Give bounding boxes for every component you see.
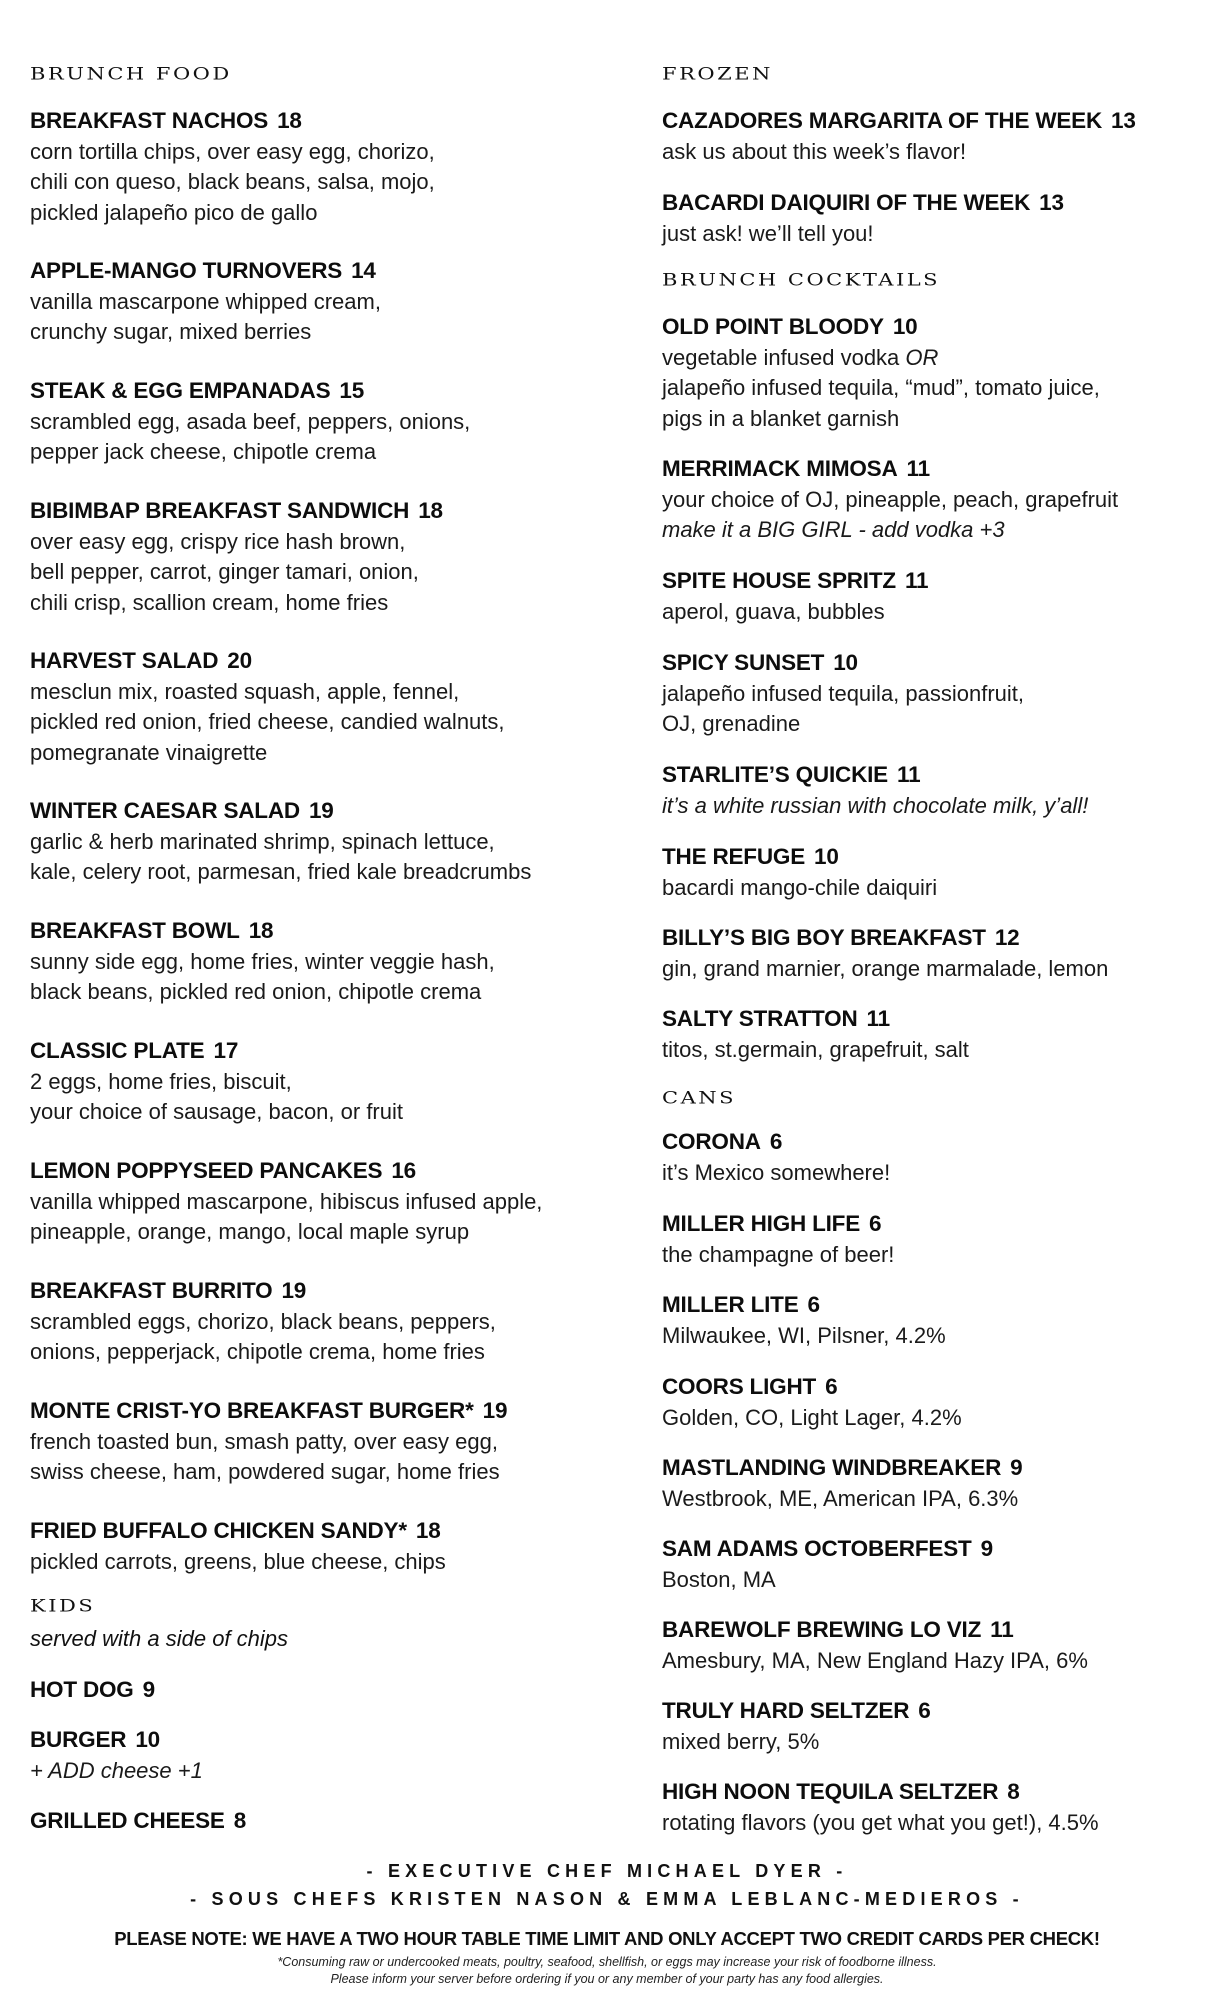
menu-item-burger [30, 1725, 203, 1786]
menu-item-high-noon-seltzer [662, 1777, 1099, 1838]
item-name: BREAKFAST BOWL [30, 918, 240, 943]
item-name: BREAKFAST NACHOS [30, 108, 269, 133]
item-name: MILLER LITE [662, 1292, 799, 1317]
menu-item-the-refuge [662, 842, 937, 903]
menu-item-harvest-salad [30, 646, 505, 768]
menu-item-mastlanding-windbreaker [662, 1453, 1022, 1514]
item-addon: make it a BIG GIRL - add vodka +3 [662, 517, 1005, 542]
allergy-notice: Please inform your server before ordering if you or any member of your party has any food allergies. [330, 1972, 884, 1986]
item-name: MASTLANDING WINDBREAKER [662, 1455, 1002, 1480]
item-name: CLASSIC PLATE [30, 1038, 205, 1063]
item-name: SAM ADAMS OCTOBERFEST [662, 1536, 972, 1561]
item-name: SALTY STRATTON [662, 1006, 858, 1031]
item-desc: chili con queso, black beans, salsa, mojo, [30, 169, 435, 194]
item-desc: bell pepper, carrot, ginger tamari, onion, [30, 559, 419, 584]
item-price: 10 [814, 844, 839, 869]
item-desc: french toasted bun, smash patty, over easy egg, [30, 1428, 498, 1454]
item-name: STEAK & EGG EMPANADAS [30, 378, 331, 403]
item-desc: scrambled eggs, chorizo, black beans, peppers, [30, 1308, 496, 1334]
item-desc: just ask! we’ll tell you! [662, 220, 874, 246]
item-desc: your choice of OJ, pineapple, peach, grapefruit [662, 486, 1119, 512]
menu-item-breakfast-burrito [30, 1276, 496, 1368]
item-name: LEMON POPPYSEED PANCAKES [30, 1158, 383, 1183]
item-price: 18 [418, 498, 443, 523]
item-desc: corn tortilla chips, over easy egg, chorizo, [30, 138, 435, 164]
item-name: COORS LIGHT [662, 1374, 817, 1399]
item-desc: pineapple, orange, mango, local maple syrup [30, 1219, 470, 1244]
section-heading-cans: CANS [662, 1088, 736, 1108]
menu-item-fried-buffalo-chicken-sandy [30, 1516, 446, 1577]
menu-item-coors-light [662, 1372, 962, 1433]
menu-item-sam-adams-octoberfest [662, 1534, 993, 1595]
item-desc: Boston, MA [662, 1566, 776, 1592]
item-desc: ask us about this week’s flavor! [662, 138, 967, 164]
item-desc: gin, grand marnier, orange marmalade, lemon [662, 955, 1109, 981]
menu-item-miller-high-life [662, 1209, 894, 1270]
item-price: 9 [1010, 1455, 1023, 1480]
item-price: 13 [1039, 190, 1064, 215]
item-name: APPLE-MANGO TURNOVERS [30, 258, 343, 283]
item-desc: pickled red onion, fried cheese, candied walnuts, [30, 709, 505, 734]
menu-item-lemon-poppyseed-pancakes [30, 1156, 542, 1248]
section-heading-brunch-cocktails: BRUNCH COCKTAILS [662, 270, 941, 290]
item-price: 6 [807, 1292, 820, 1317]
executive-chef-credit: - EXECUTIVE CHEF MICHAEL DYER - [366, 1861, 848, 1881]
item-desc: Amesbury, MA, New England Hazy IPA, 6% [662, 1647, 1088, 1673]
item-desc: black beans, pickled red onion, chipotle crema [30, 979, 482, 1004]
item-price: 14 [351, 258, 376, 283]
item-name: THE REFUGE [662, 844, 806, 869]
item-price: 8 [233, 1808, 247, 1833]
item-price: 6 [769, 1129, 783, 1154]
menu-item-winter-caesar-salad [30, 796, 531, 888]
item-price: 20 [227, 648, 252, 673]
item-name: BILLY’S BIG BOY BREAKFAST [662, 925, 986, 950]
policy-note: PLEASE NOTE: WE HAVE A TWO HOUR TABLE TIME LIMIT AND ONLY ACCEPT TWO CREDIT CARDS PER CHECK! [114, 1928, 1100, 1949]
menu-item-cazadores-margarita [662, 106, 1136, 167]
menu-item-barewolf-lo-viz [662, 1615, 1088, 1676]
item-name: HARVEST SALAD [30, 648, 219, 673]
item-price: 9 [980, 1536, 993, 1561]
menu-item-bibimbap-breakfast-sandwich [30, 496, 443, 618]
item-name: HIGH NOON TEQUILA SELTZER [662, 1779, 999, 1804]
item-desc: swiss cheese, ham, powdered sugar, home fries [30, 1459, 500, 1484]
item-desc: pigs in a blanket garnish [662, 405, 900, 431]
item-desc: pepper jack cheese, chipotle crema [30, 439, 377, 464]
item-desc: onions, pepperjack, chipotle crema, home fries [30, 1339, 485, 1364]
item-desc: garlic & herb marinated shrimp, spinach lettuce, [30, 828, 495, 854]
item-price: 12 [994, 925, 1020, 950]
item-name: FRIED BUFFALO CHICKEN SANDY* [30, 1518, 407, 1543]
menu-item-bacardi-daiquiri [662, 188, 1064, 249]
item-price: 18 [415, 1518, 441, 1543]
item-addon: + ADD cheese +1 [30, 1757, 203, 1783]
item-name: HOT DOG [30, 1677, 134, 1702]
item-price: 13 [1111, 108, 1136, 133]
item-desc: Westbrook, ME, American IPA, 6.3% [662, 1485, 1019, 1511]
item-price: 8 [1007, 1779, 1020, 1804]
item-desc: scrambled egg, asada beef, peppers, onions, [30, 408, 471, 434]
menu-item-monte-crist-yo-burger [30, 1396, 507, 1488]
item-desc-or: OR [905, 344, 939, 370]
item-name: STARLITE’S QUICKIE [662, 762, 888, 787]
item-name: MONTE CRIST-YO BREAKFAST BURGER* [30, 1398, 474, 1423]
item-desc: aperol, guava, bubbles [662, 598, 885, 624]
item-name: MERRIMACK MIMOSA [662, 456, 898, 481]
item-price: 10 [892, 314, 918, 339]
item-price: 11 [897, 762, 921, 787]
item-name: SPITE HOUSE SPRITZ [662, 568, 896, 593]
item-name: BREAKFAST BURRITO [30, 1278, 273, 1303]
item-desc: bacardi mango-chile daiquiri [662, 874, 938, 900]
item-price: 16 [391, 1158, 416, 1183]
section-heading-frozen: FROZEN [662, 64, 773, 84]
menu-item-apple-mango-turnovers [30, 256, 381, 348]
item-price: 19 [308, 798, 334, 823]
item-price: 6 [918, 1698, 931, 1723]
item-desc: Golden, CO, Light Lager, 4.2% [662, 1404, 962, 1430]
item-price: 19 [482, 1398, 508, 1423]
item-name: CAZADORES MARGARITA OF THE WEEK [662, 108, 1103, 133]
kids-note: served with a side of chips [30, 1626, 289, 1651]
menu-item-hot-dog [30, 1675, 155, 1706]
menu-item-starlites-quickie [662, 760, 1088, 821]
item-desc: pomegranate vinaigrette [30, 739, 268, 765]
menu-item-grilled-cheese [30, 1806, 246, 1837]
item-desc: sunny side egg, home fries, winter veggie hash, [30, 948, 495, 974]
menu-item-classic-plate [30, 1036, 403, 1128]
menu-item-merrimack-mimosa [662, 454, 1118, 546]
menu-item-breakfast-bowl [30, 916, 495, 1008]
item-desc: kale, celery root, parmesan, fried kale breadcrumbs [30, 859, 532, 884]
menu-item-truly-hard-seltzer [662, 1696, 931, 1757]
item-name: GRILLED CHEESE [30, 1808, 225, 1833]
item-desc: vanilla mascarpone whipped cream, [30, 288, 381, 314]
item-desc: rotating flavors (you get what you get!), 4.5% [662, 1809, 1099, 1835]
item-name: SPICY SUNSET [662, 650, 825, 675]
item-desc: OJ, grenadine [662, 711, 801, 736]
item-price: 11 [906, 456, 930, 481]
sous-chefs-credit: - SOUS CHEFS KRISTEN NASON & EMMA LEBLANC-MEDIEROS - [190, 1889, 1024, 1909]
item-desc: pickled jalapeño pico de gallo [30, 199, 318, 225]
item-price: 6 [825, 1374, 838, 1399]
item-price: 10 [833, 650, 858, 675]
item-price: 11 [904, 568, 929, 593]
item-price: 18 [277, 108, 302, 133]
item-name: CORONA [662, 1129, 761, 1154]
item-desc: it’s a white russian with chocolate milk, y’all! [662, 792, 1089, 818]
item-price: 11 [866, 1006, 890, 1031]
item-price: 17 [213, 1038, 239, 1063]
item-price: 15 [339, 378, 365, 403]
item-name: BIBIMBAP BREAKFAST SANDWICH [30, 498, 410, 523]
item-desc: jalapeño infused tequila, passionfruit, [662, 680, 1025, 706]
item-desc: vanilla whipped mascarpone, hibiscus infused apple, [30, 1188, 543, 1214]
item-desc: it’s Mexico somewhere! [662, 1159, 891, 1185]
item-desc: pickled carrots, greens, blue cheese, chips [30, 1548, 446, 1574]
consumption-warning: *Consuming raw or undercooked meats, poultry, seafood, shellfish, or eggs may increase your risk of foodborne illness. [277, 1955, 937, 1969]
item-name: BAREWOLF BREWING LO VIZ [662, 1617, 982, 1642]
section-heading-kids: KIDS [30, 1596, 96, 1616]
item-price: 19 [281, 1278, 307, 1303]
item-desc: your choice of sausage, bacon, or fruit [30, 1099, 403, 1124]
item-desc: titos, st.germain, grapefruit, salt [662, 1036, 969, 1062]
item-desc: chili crisp, scallion cream, home fries [30, 589, 389, 615]
item-name: BURGER [30, 1727, 127, 1752]
item-name: BACARDI DAIQUIRI OF THE WEEK [662, 190, 1031, 215]
item-desc: over easy egg, crispy rice hash brown, [30, 528, 406, 554]
item-name: MILLER HIGH LIFE [662, 1211, 861, 1236]
item-desc: mixed berry, 5% [662, 1728, 820, 1754]
menu-item-corona [662, 1127, 890, 1188]
item-desc: the champagne of beer! [662, 1241, 895, 1267]
item-desc: jalapeño infused tequila, “mud”, tomato juice, [662, 375, 1100, 400]
menu-item-steak-egg-empanadas [30, 376, 470, 468]
item-name: OLD POINT BLOODY [662, 314, 884, 339]
menu-item-spite-house-spritz [662, 566, 928, 627]
item-name: WINTER CAESAR SALAD [30, 798, 300, 823]
item-name: TRULY HARD SELTZER [662, 1698, 910, 1723]
item-desc: crunchy sugar, mixed berries [30, 319, 312, 344]
item-price: 6 [869, 1211, 882, 1236]
item-price: 18 [248, 918, 274, 943]
menu-item-breakfast-nachos [30, 106, 435, 228]
item-desc: mesclun mix, roasted squash, apple, fennel, [30, 678, 460, 704]
menu-item-miller-lite [662, 1290, 946, 1351]
menu-item-spicy-sunset [662, 648, 1024, 740]
item-price: 10 [135, 1727, 160, 1752]
section-heading-brunch-food: BRUNCH FOOD [30, 64, 232, 84]
menu-item-old-point-bloody [662, 312, 1100, 434]
item-desc: vegetable infused vodka [662, 344, 906, 370]
menu-item-salty-stratton [662, 1004, 969, 1065]
item-desc: 2 eggs, home fries, biscuit, [30, 1068, 292, 1094]
item-price: 9 [142, 1677, 155, 1702]
item-price: 11 [990, 1617, 1014, 1642]
menu-item-billys-big-boy-breakfast [662, 923, 1108, 984]
item-desc: Milwaukee, WI, Pilsner, 4.2% [662, 1322, 946, 1348]
